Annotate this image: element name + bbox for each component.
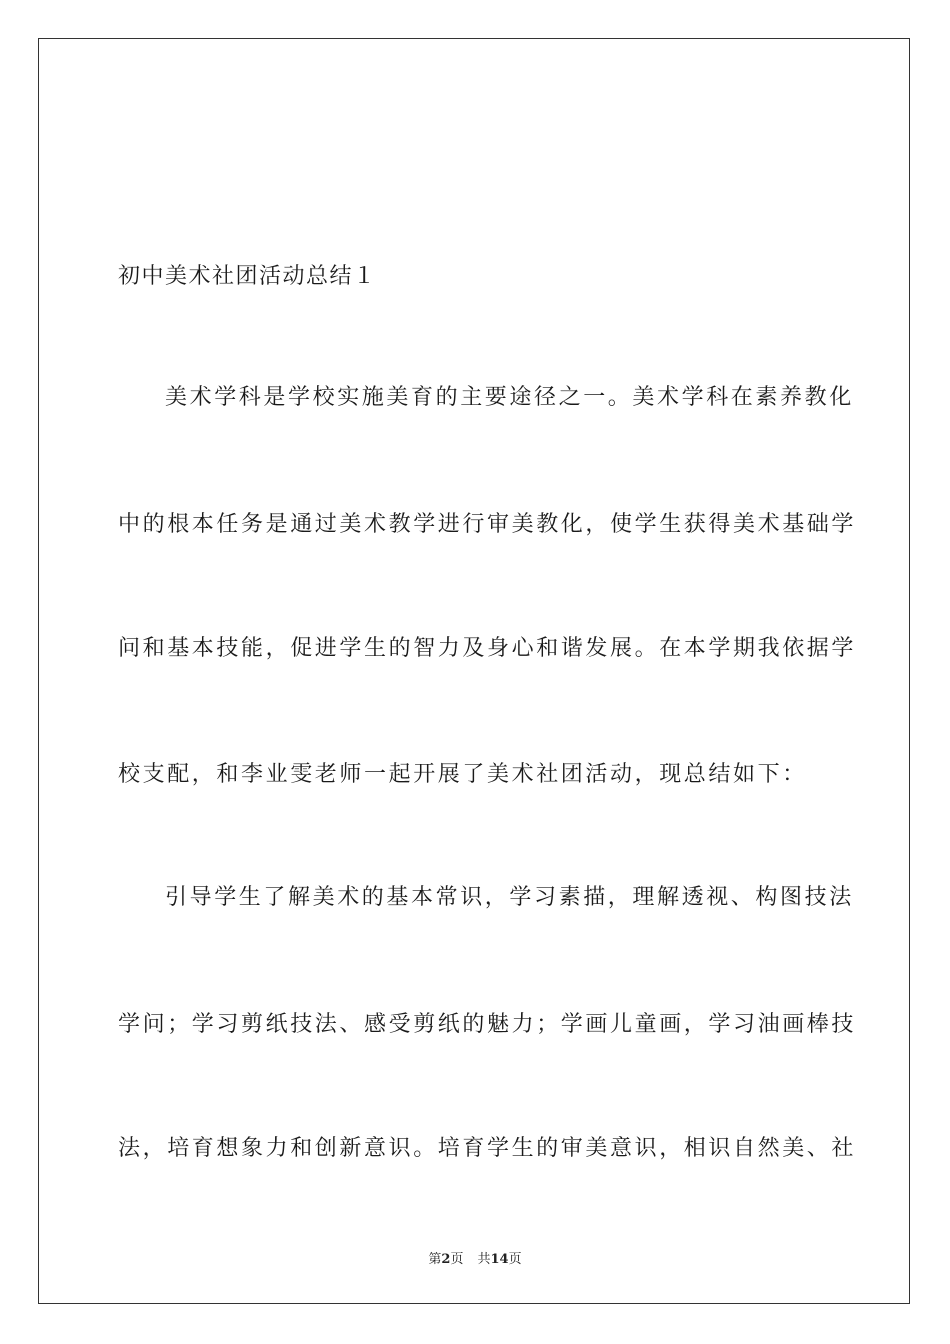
page-current: 2 [441,1252,451,1267]
page-suffix: 页 [450,1252,464,1267]
paragraph-line: 学问；学习剪纸技法、感受剪纸的魅力；学画儿童画，学习油画棒技 [118,1012,857,1037]
page-footer [0,1248,950,1267]
paragraph-line: 中的根本任务是通过美术教学进行审美教化，使学生获得美术基础学 [118,512,857,537]
page-prefix: 第 [428,1252,442,1267]
total-prefix: 共 [477,1252,491,1267]
paragraph-line: 法，培育想象力和创新意识。培育学生的审美意识，相识自然美、社 [118,1136,857,1161]
document-title: 初中美术社团活动总结１ [118,264,377,289]
page-border [38,38,910,1304]
paragraph-line: 引导学生了解美术的基本常识，学习素描，理解透视、构图技法 [165,885,854,910]
paragraph-line: 美术学科是学校实施美育的主要途径之一。美术学科在素养教化 [165,385,854,410]
total-suffix: 页 [508,1252,522,1267]
paragraph-line: 校支配，和李业雯老师一起开展了美术社团活动，现总结如下： [118,762,807,787]
paragraph-line: 问和基本技能，促进学生的智力及身心和谐发展。在本学期我依据学 [118,636,857,661]
page-total: 14 [490,1252,509,1267]
